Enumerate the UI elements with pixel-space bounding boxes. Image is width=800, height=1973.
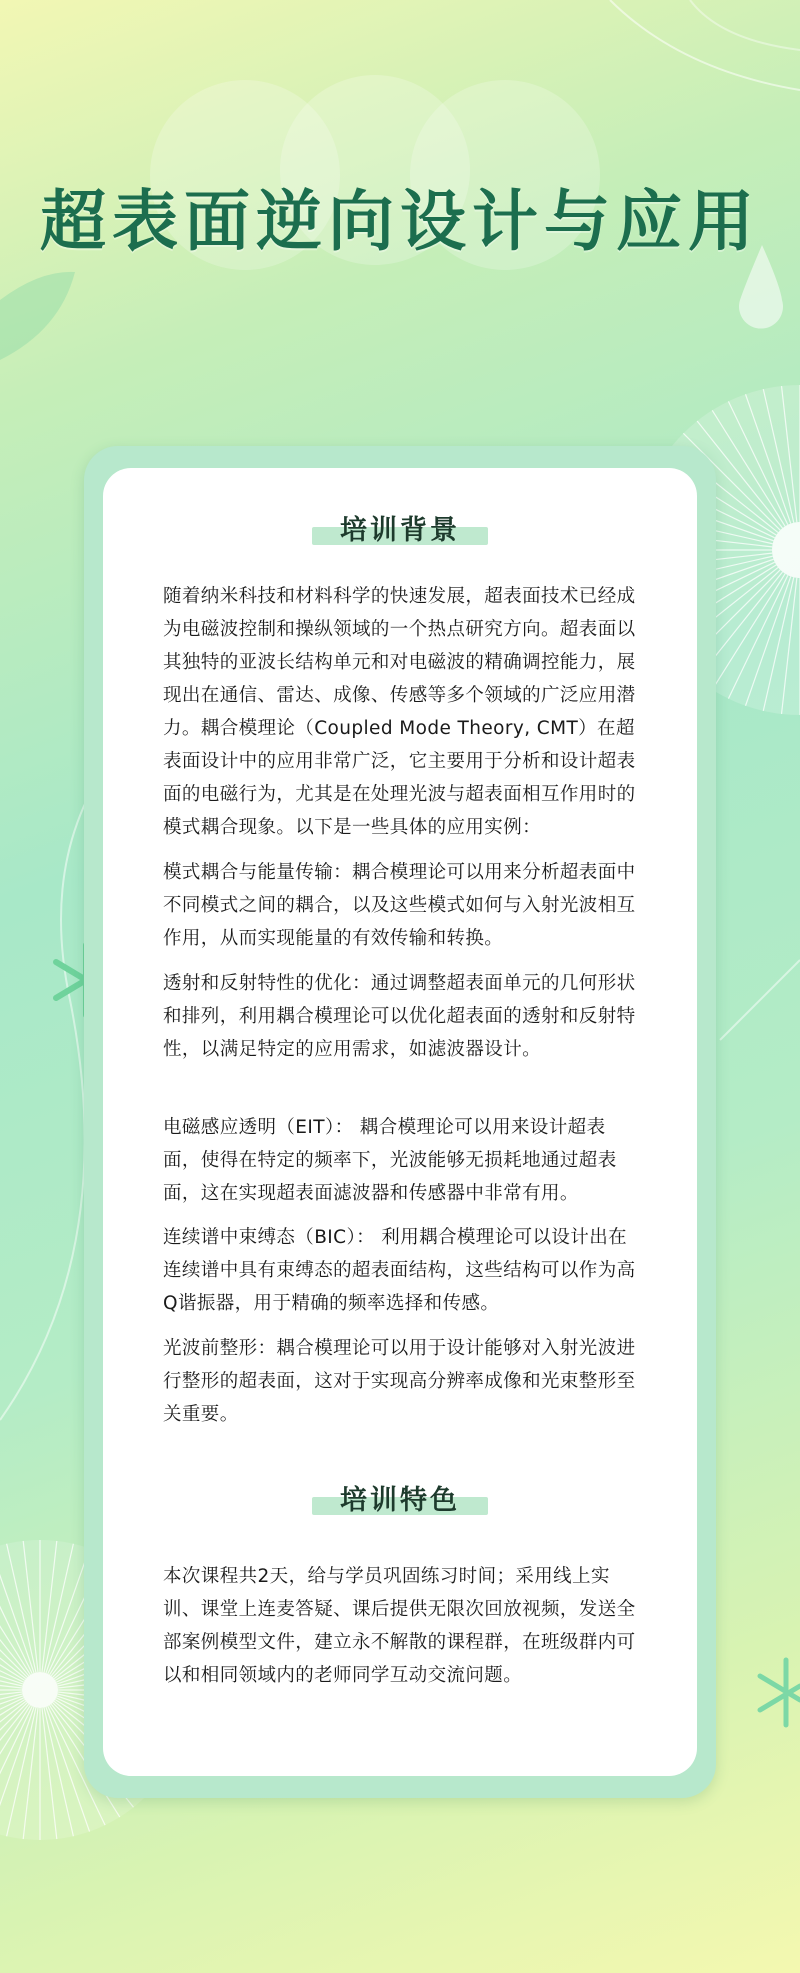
bg-arc-top-right-2	[690, 0, 800, 50]
bg-curve-right	[720, 960, 800, 1040]
section-heading-background	[103, 508, 697, 547]
paragraph-bic: 连续谱中束缚态（BIC）： 利用耦合模理论可以设计出在连续谱中具有束缚态的超表面结构，这些结构可以作为高Q谐振器，用于精确的频率选择和传感。	[163, 1227, 636, 1314]
heading-box	[312, 508, 488, 547]
paragraph-intro: 随着纳米科技和材料科学的快速发展，超表面技术已经成为电磁波控制和操纵领域的一个热点研究方向。超表面以其独特的亚波长结构单元和对电磁波的精确调控能力，展现出在通信、雷达、成像、传感等多个领域的广泛应用潜力。耦合模理论（Coupled Mode Theory, CMT）在超表面设计中的应用非常广泛，它主要用于分析和设计超表面的电磁行为，尤其是在处理光波与超表面相互作用时的模式耦合现象。以下是一些具体的应用实例：	[163, 586, 636, 838]
heading-text: 培训特色	[340, 1485, 460, 1516]
paragraph-transmission-reflection: 透射和反射特性的优化：通过调整超表面单元的几何形状和排列，利用耦合模理论可以优化超表面的透射和反射特性，以满足特定的应用需求，如滤波器设计。	[163, 973, 636, 1060]
section-heading-features	[103, 1478, 697, 1517]
leaf-icon	[0, 272, 75, 360]
heading-text: 培训背景	[340, 515, 460, 546]
asterisk-icon	[760, 1660, 800, 1725]
heading-box	[312, 1478, 488, 1517]
sunburst-hub	[22, 1672, 58, 1708]
paragraph-mode-coupling: 模式耦合与能量传输：耦合模理论可以用来分析超表面中不同模式之间的耦合，以及这些模式如何与入射光波相互作用，从而实现能量的有效传输和转换。	[163, 862, 636, 949]
content-card	[103, 468, 697, 1776]
paragraph-course-features: 本次课程共2天，给与学员巩固练习时间；采用线上实训、课堂上连麦答疑、课后提供无限次回放视频，发送全部案例模型文件，建立永不解散的课程群，在班级群内可以和相同领域内的老师同学互动交流问题。	[163, 1566, 636, 1686]
paragraph-eit: 电磁感应透明（EIT）： 耦合模理论可以用来设计超表面，使得在特定的频率下，光波能够无损耗地通过超表面，这在实现超表面滤波器和传感器中非常有用。	[163, 1117, 617, 1204]
paragraph-wavefront-shaping: 光波前整形：耦合模理论可以用于设计能够对入射光波进行整形的超表面，这对于实现高分辨率成像和光束整形至关重要。	[163, 1338, 636, 1425]
page-title: 超表面逆向设计与应用	[40, 182, 760, 260]
